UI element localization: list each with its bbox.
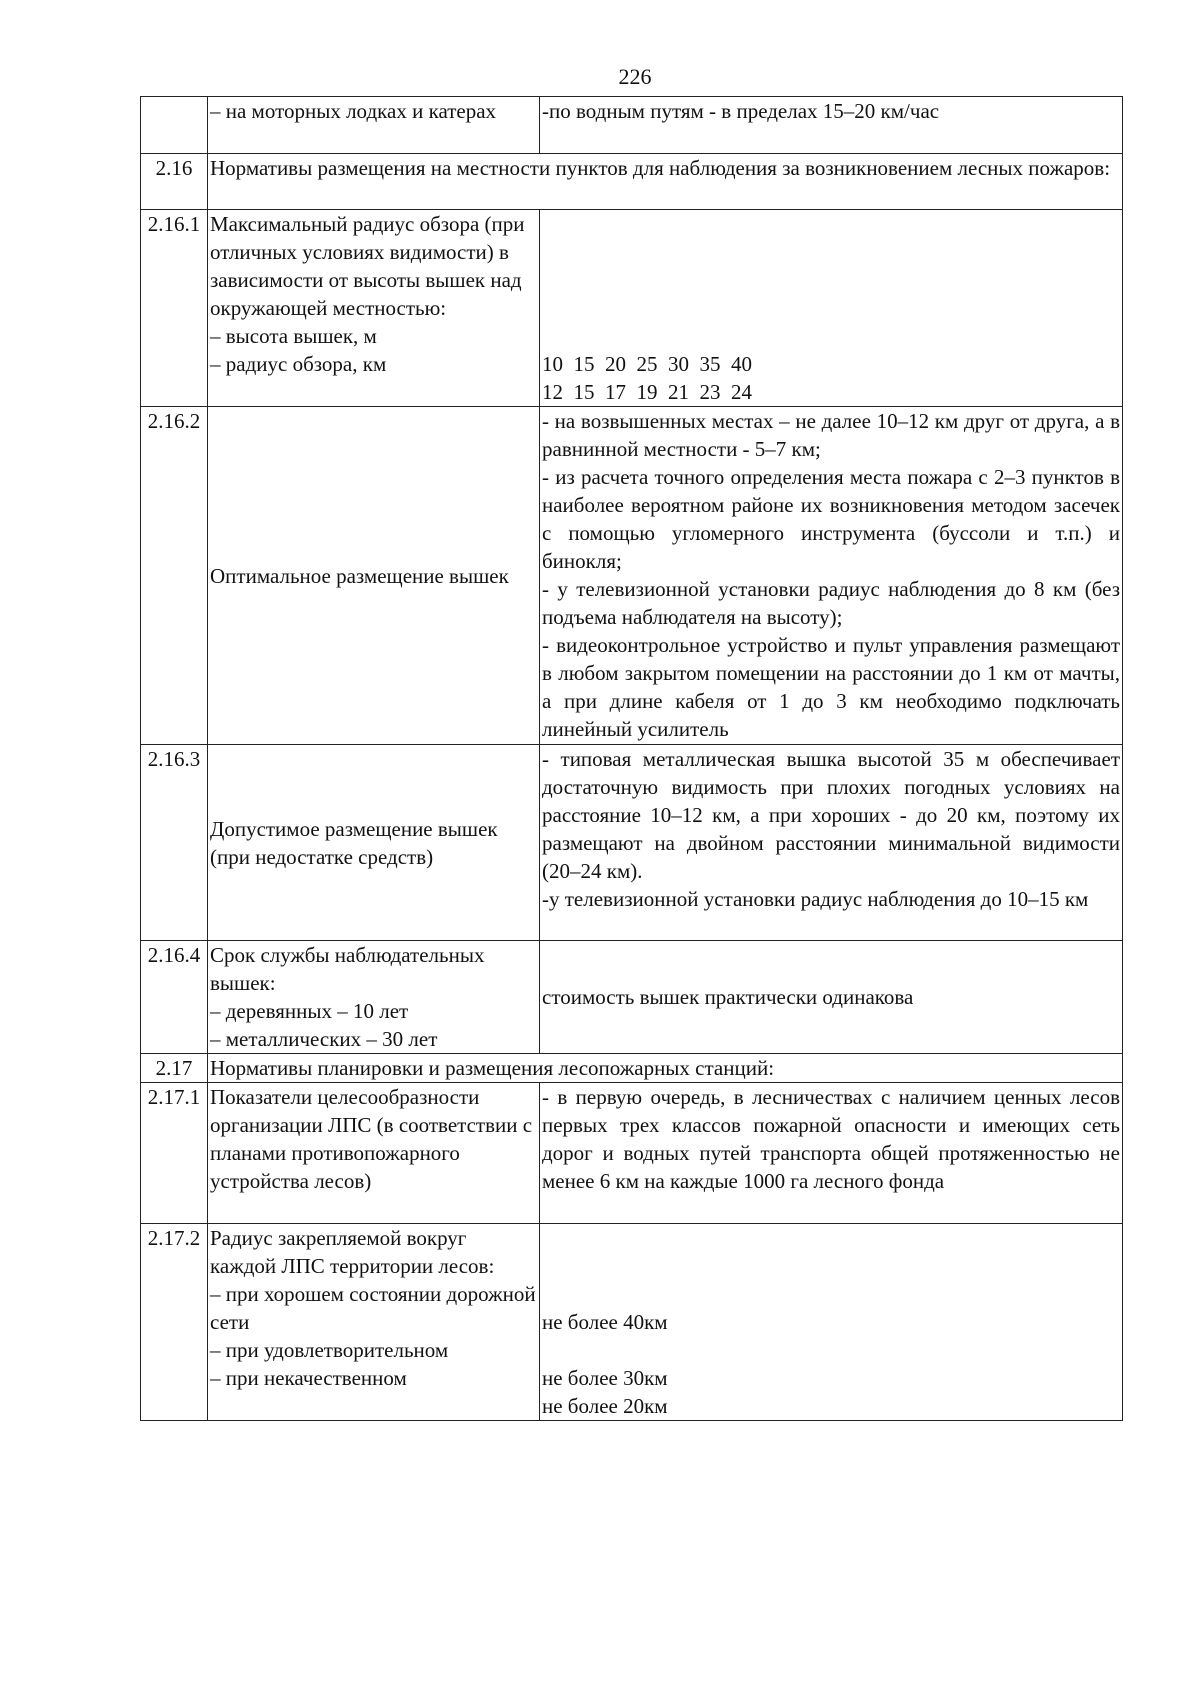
norm-item: - на возвышенных местах – не далее 10–12 км друг от друга, а в равнинной местности - 5–7 км; — [542, 409, 1120, 461]
norm-item: - у телевизионной установки радиус наблюдения до 8 км (без подъема наблюдателя на высоту); — [542, 577, 1120, 629]
table-row — [141, 407, 1123, 745]
table-row — [141, 745, 1123, 941]
norms-table — [140, 96, 1123, 1421]
row-item: – высота вышек, м — [210, 324, 377, 348]
section-row — [141, 154, 1123, 210]
norm-item: не более 30км — [542, 1366, 668, 1390]
norm-item: -у телевизионной установки радиус наблюдения до 10–15 км — [542, 887, 1089, 911]
norm-item: не более 20км — [542, 1394, 668, 1418]
row-norm — [540, 1224, 1123, 1421]
tower-heights: 10 15 20 25 30 35 40 — [542, 352, 752, 376]
page-number: 226 — [618, 64, 652, 89]
row-number: 2.17.1 — [141, 1083, 208, 1224]
row-number — [141, 97, 208, 154]
section-row — [141, 1054, 1123, 1083]
row-number: 2.17.2 — [141, 1224, 208, 1421]
row-norm — [540, 407, 1123, 745]
section-title: Нормативы планировки и размещения лесопожарных станций: — [208, 1054, 1123, 1083]
norm-item: - из расчета точного определения места пожара с 2–3 пунктов в наиболее вероятном районе их возникновения методом засечек с помощью угломерного инструмента (буссоли и т.п.) и бинокля; — [542, 465, 1120, 573]
row-item: – деревянных – 10 лет — [210, 999, 409, 1023]
row-norm — [540, 745, 1123, 941]
row-number: 2.16.3 — [141, 745, 208, 941]
row-description: Оптимальное размещение вышек — [208, 407, 540, 745]
table-row — [141, 941, 1123, 1054]
row-norm: -по водным путям - в пределах 15–20 км/час — [540, 97, 1123, 154]
row-item: – радиус обзора, км — [210, 352, 387, 376]
norm-item: не более 40км — [542, 1310, 668, 1334]
row-description-text: Максимальный радиус обзора (при отличных условиях видимости) в зависимости от высоты вышек над окружающей местностью: — [210, 212, 525, 320]
section-title: Нормативы размещения на местности пунктов для наблюдения за возникновением лесных пожаров: — [208, 154, 1123, 210]
row-norm: - в первую очередь, в лесничествах с наличием ценных лесов первых трех классов пожарной опасности и имеющих сеть дорог и водных путей транспорта общей протяженностью не менее 6 км на каждые 1000 га лесного фонда — [540, 1083, 1123, 1224]
row-description — [208, 1224, 540, 1421]
row-description — [208, 210, 540, 407]
row-number: 2.16.4 — [141, 941, 208, 1054]
row-description-text: Срок службы наблюдательных вышек: — [210, 943, 485, 995]
norm-item: - видеоконтрольное устройство и пульт управления размещают в любом закрытом помещении на расстоянии до 1 км от мачты, а при длине кабеля от 1 до 3 км необходимо подключать линейный усилитель — [542, 633, 1120, 741]
view-radii: 12 15 17 19 21 23 24 — [542, 380, 752, 404]
row-number: 2.16.1 — [141, 210, 208, 407]
table-row — [141, 210, 1123, 407]
row-item: – при некачественном — [210, 1366, 407, 1390]
row-norm: стоимость вышек практически одинакова — [540, 941, 1123, 1054]
row-item: – при удовлетворительном — [210, 1338, 449, 1362]
row-description: Показатели целесообразности организации ЛПС (в соответствии с планами противопожарного устройства лесов) — [208, 1083, 540, 1224]
table-row — [141, 1224, 1123, 1421]
row-description — [208, 941, 540, 1054]
section-number: 2.16 — [141, 154, 208, 210]
section-number: 2.17 — [141, 1054, 208, 1083]
row-description: – на моторных лодках и катерах — [208, 97, 540, 154]
row-item: – металлических – 30 лет — [210, 1027, 438, 1051]
norm-item: - типовая металлическая вышка высотой 35 м обеспечивает достаточную видимость при плохих погодных условиях на расстояние 10–12 км, а при хороших - до 20 км, поэтому их размещают на двойном расстоянии минимальной видимости (20–24 км). — [542, 747, 1120, 883]
table-row — [141, 97, 1123, 154]
row-number: 2.16.2 — [141, 407, 208, 745]
row-description-text: Радиус закрепляемой вокруг каждой ЛПС территории лесов: — [210, 1226, 495, 1278]
row-norm — [540, 210, 1123, 407]
row-item: – при хорошем состоянии дорожной сети — [210, 1282, 536, 1334]
row-description: Допустимое размещение вышек (при недостатке средств) — [208, 745, 540, 941]
table-row — [141, 1083, 1123, 1224]
